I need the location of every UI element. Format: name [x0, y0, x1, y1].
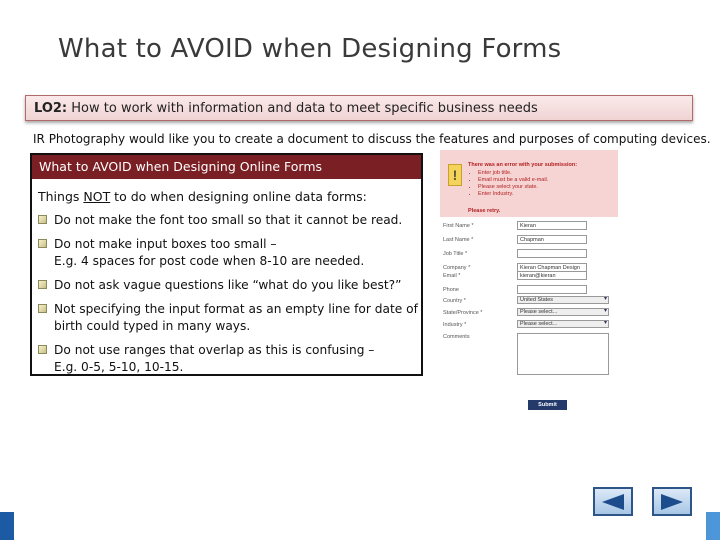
- list-item: [38, 236, 421, 270]
- form-row-email: [443, 271, 619, 281]
- error-item: • Email must be a valid e-mail.: [478, 177, 548, 184]
- field-label: Last Name *: [443, 237, 474, 243]
- error-item: • Please select your state.: [478, 184, 548, 191]
- panel-header: What to AVOID when Designing Online Forms: [32, 155, 421, 179]
- arrow-left-icon: [600, 493, 626, 511]
- form-row-state: [443, 308, 619, 318]
- job-title-field[interactable]: [517, 249, 587, 258]
- next-slide-button[interactable]: [652, 487, 692, 516]
- bullet-icon: [38, 304, 47, 313]
- panel-subheading: [32, 179, 421, 204]
- lo-code: LO2:: [34, 101, 68, 116]
- field-label: Email *: [443, 273, 461, 279]
- previous-slide-button[interactable]: [593, 487, 633, 516]
- bottom-bar-gap: [14, 512, 706, 540]
- subheading-not: NOT: [83, 189, 111, 204]
- bullet-text: Not specifying the input format as an empty line for date of birth could typed in many ways.: [54, 302, 418, 333]
- subheading-before: Things: [38, 189, 84, 204]
- field-label: Job Title *: [443, 251, 468, 257]
- intro-text: IR Photography would like you to create a document to discuss the features and purposes of computing devices.: [33, 132, 711, 146]
- country-select[interactable]: United States ▾: [517, 296, 609, 304]
- last-name-field[interactable]: Chapman: [517, 235, 587, 244]
- lo-text: How to work with information and data to meet specific business needs: [71, 101, 538, 116]
- avoid-list: [32, 212, 421, 376]
- form-row-country: [443, 296, 619, 306]
- arrow-right-icon: [659, 493, 685, 511]
- form-row-first-name: [443, 221, 619, 231]
- company-field[interactable]: Kieran Chapman Design: [517, 263, 587, 272]
- form-row-job-title: [443, 249, 619, 259]
- subheading-after: to do when designing online data forms:: [110, 189, 367, 204]
- warning-icon: !: [448, 164, 462, 186]
- avoid-panel: [30, 153, 423, 376]
- field-label: Industry *: [443, 322, 467, 328]
- field-label: Country *: [443, 298, 466, 304]
- bullet-text: Do not ask vague questions like “what do you like best?”: [54, 278, 402, 292]
- bullet-text: Do not make input boxes too small – E.g. 4 spaces for post code when 8-10 are needed.: [54, 237, 365, 268]
- field-label: Comments: [443, 334, 470, 340]
- submit-button[interactable]: Submit: [528, 400, 567, 410]
- industry-select[interactable]: Please select... ▾: [517, 320, 609, 328]
- error-list: [472, 170, 548, 198]
- error-title: There was an error with your submission:: [468, 162, 578, 168]
- bullet-text: Do not use ranges that overlap as this is confusing – E.g. 0-5, 5-10, 10-15.: [54, 343, 375, 374]
- field-label: Company *: [443, 265, 471, 271]
- form-row-last-name: [443, 235, 619, 245]
- slide-title: What to AVOID when Designing Forms: [58, 34, 562, 64]
- state-select[interactable]: Please select... ▾: [517, 308, 609, 316]
- list-item: [38, 212, 421, 229]
- bullet-icon: [38, 280, 47, 289]
- form-row-industry: [443, 320, 619, 330]
- field-label: State/Province *: [443, 310, 483, 316]
- email-field[interactable]: kieran@kieran: [517, 271, 587, 280]
- form-screenshot: [440, 150, 620, 415]
- list-item: [38, 342, 421, 376]
- first-name-field[interactable]: Kieran: [517, 221, 587, 230]
- error-item: • Enter Industry.: [478, 191, 548, 198]
- list-item: [38, 301, 421, 335]
- error-item: • Enter job title.: [478, 170, 548, 177]
- error-box: [440, 150, 618, 217]
- bullet-icon: [38, 215, 47, 224]
- error-retry: Please retry.: [468, 208, 501, 214]
- bullet-text: Do not make the font too small so that it cannot be read.: [54, 213, 403, 227]
- bullet-icon: [38, 345, 47, 354]
- form-row-phone: [443, 285, 619, 295]
- field-label: Phone: [443, 287, 459, 293]
- bullet-icon: [38, 239, 47, 248]
- field-label: First Name *: [443, 223, 474, 229]
- learning-outcome-bar: [25, 95, 693, 121]
- phone-field[interactable]: [517, 285, 587, 294]
- comments-textarea[interactable]: [517, 333, 609, 375]
- list-item: [38, 277, 421, 294]
